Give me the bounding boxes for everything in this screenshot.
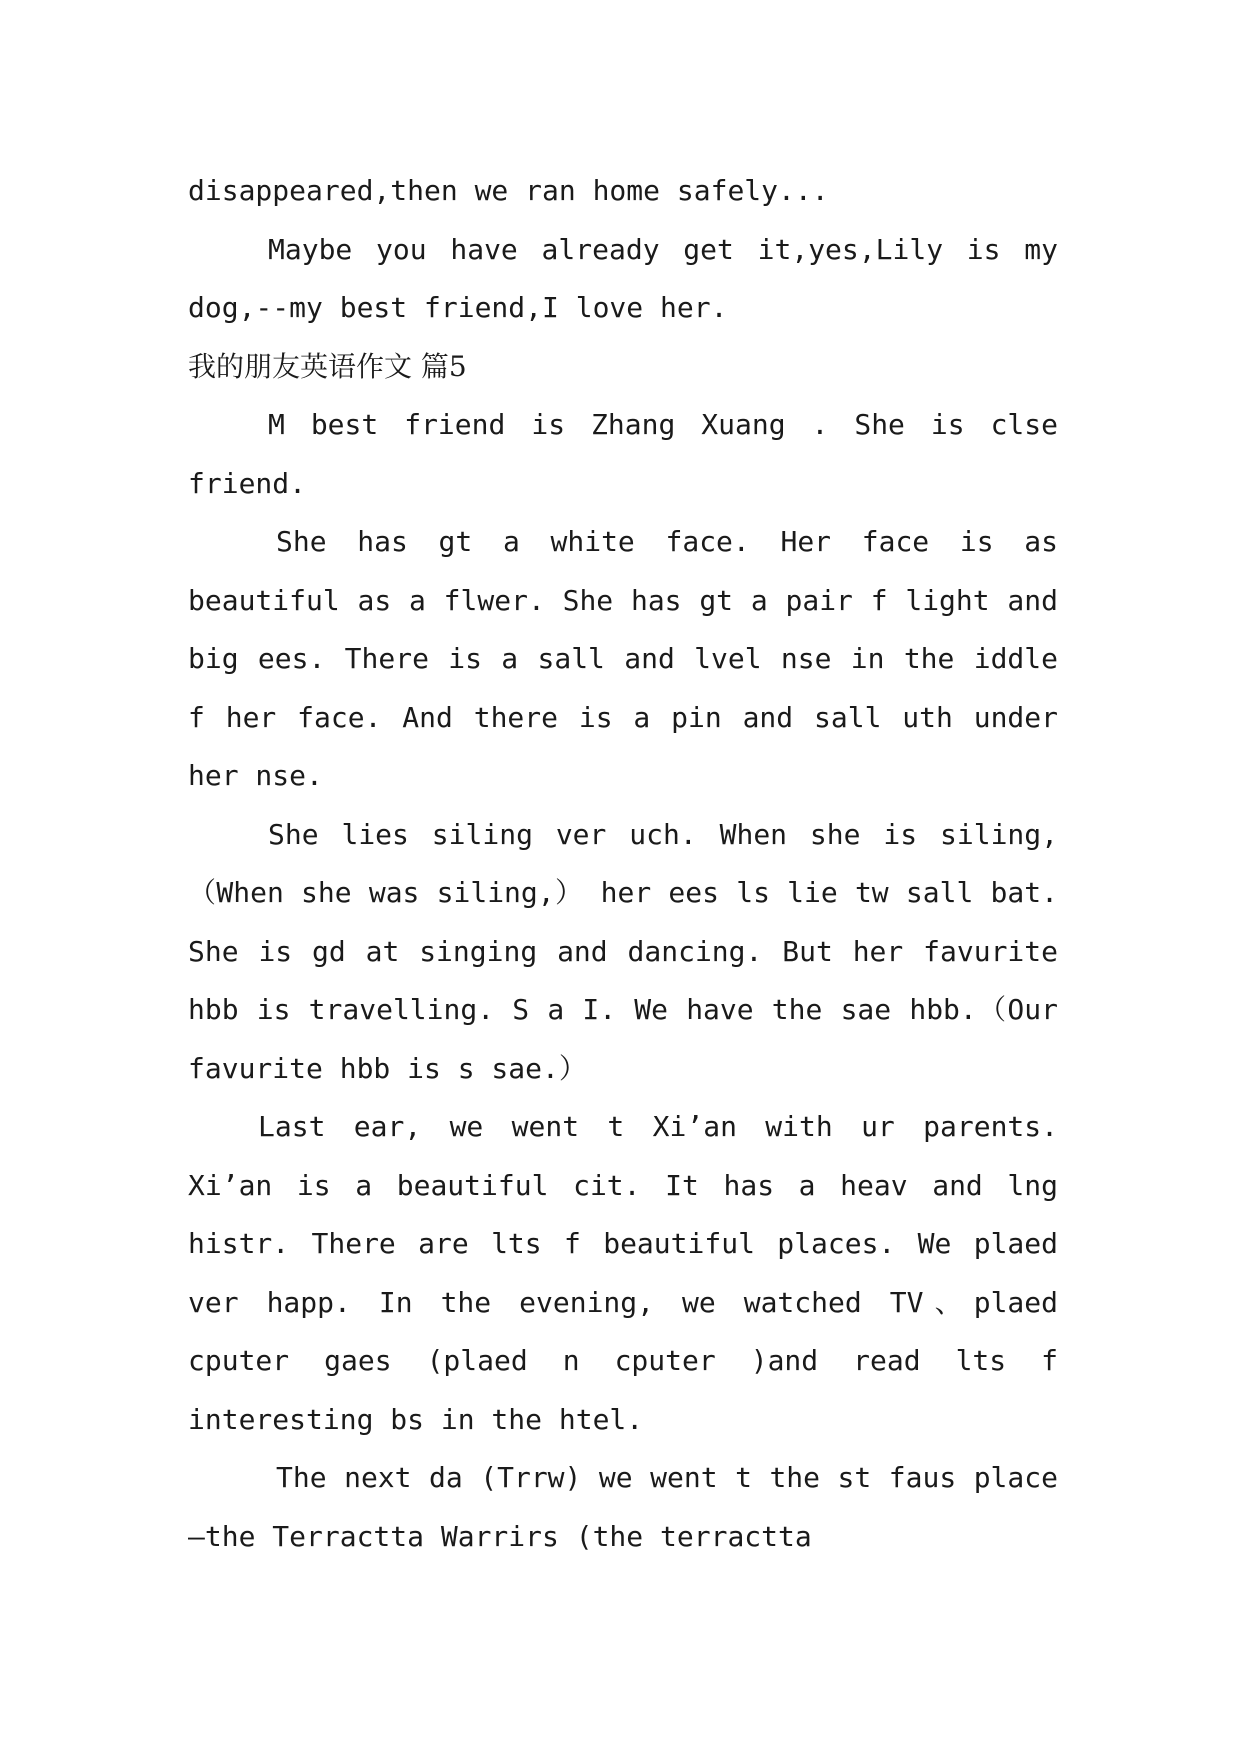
paragraph: The next da (Trrw) we went t the st faus place—the Terractta Warrirs (the terractta xyxy=(188,1461,1058,1553)
paragraph: disappeared,then we ran home safely... xyxy=(188,174,829,207)
section-heading: 我的朋友英语作文 篇5 xyxy=(188,349,467,383)
paragraph: M best friend is Zhang Xuang . She is clse friend. xyxy=(188,408,1058,500)
paragraph: Last ear, we went t Xi’an with ur parents. Xi’an is a beautiful cit. It has a heav and lng histr. There are lts f beautiful places. We plaed ver happ. In the evening, we watched TV、plaed cputer gaes (plaed n cputer )and read lts f interesting bs in the htel. xyxy=(188,1110,1058,1436)
paragraph: She lies siling ver uch. When she is siling, （When she was siling,） her ees ls lie tw sall bat. She is gd at singing and dancing. But her favurite hbb is travelling. S a I. We have the sae hbb.（Our favurite hbb is s sae.） xyxy=(188,817,1058,1085)
paragraph: Maybe you have already get it,yes,Lily is my dog,--my best friend,I love her. xyxy=(188,232,1058,324)
document-body xyxy=(188,162,1058,1566)
paragraph: She has gt a white face. Her face is as beautiful as a flwer. She has gt a pair f light and big ees. There is a sall and lvel nse in the iddle f her face. And there is a pin and sall uth under her nse. xyxy=(188,525,1058,792)
